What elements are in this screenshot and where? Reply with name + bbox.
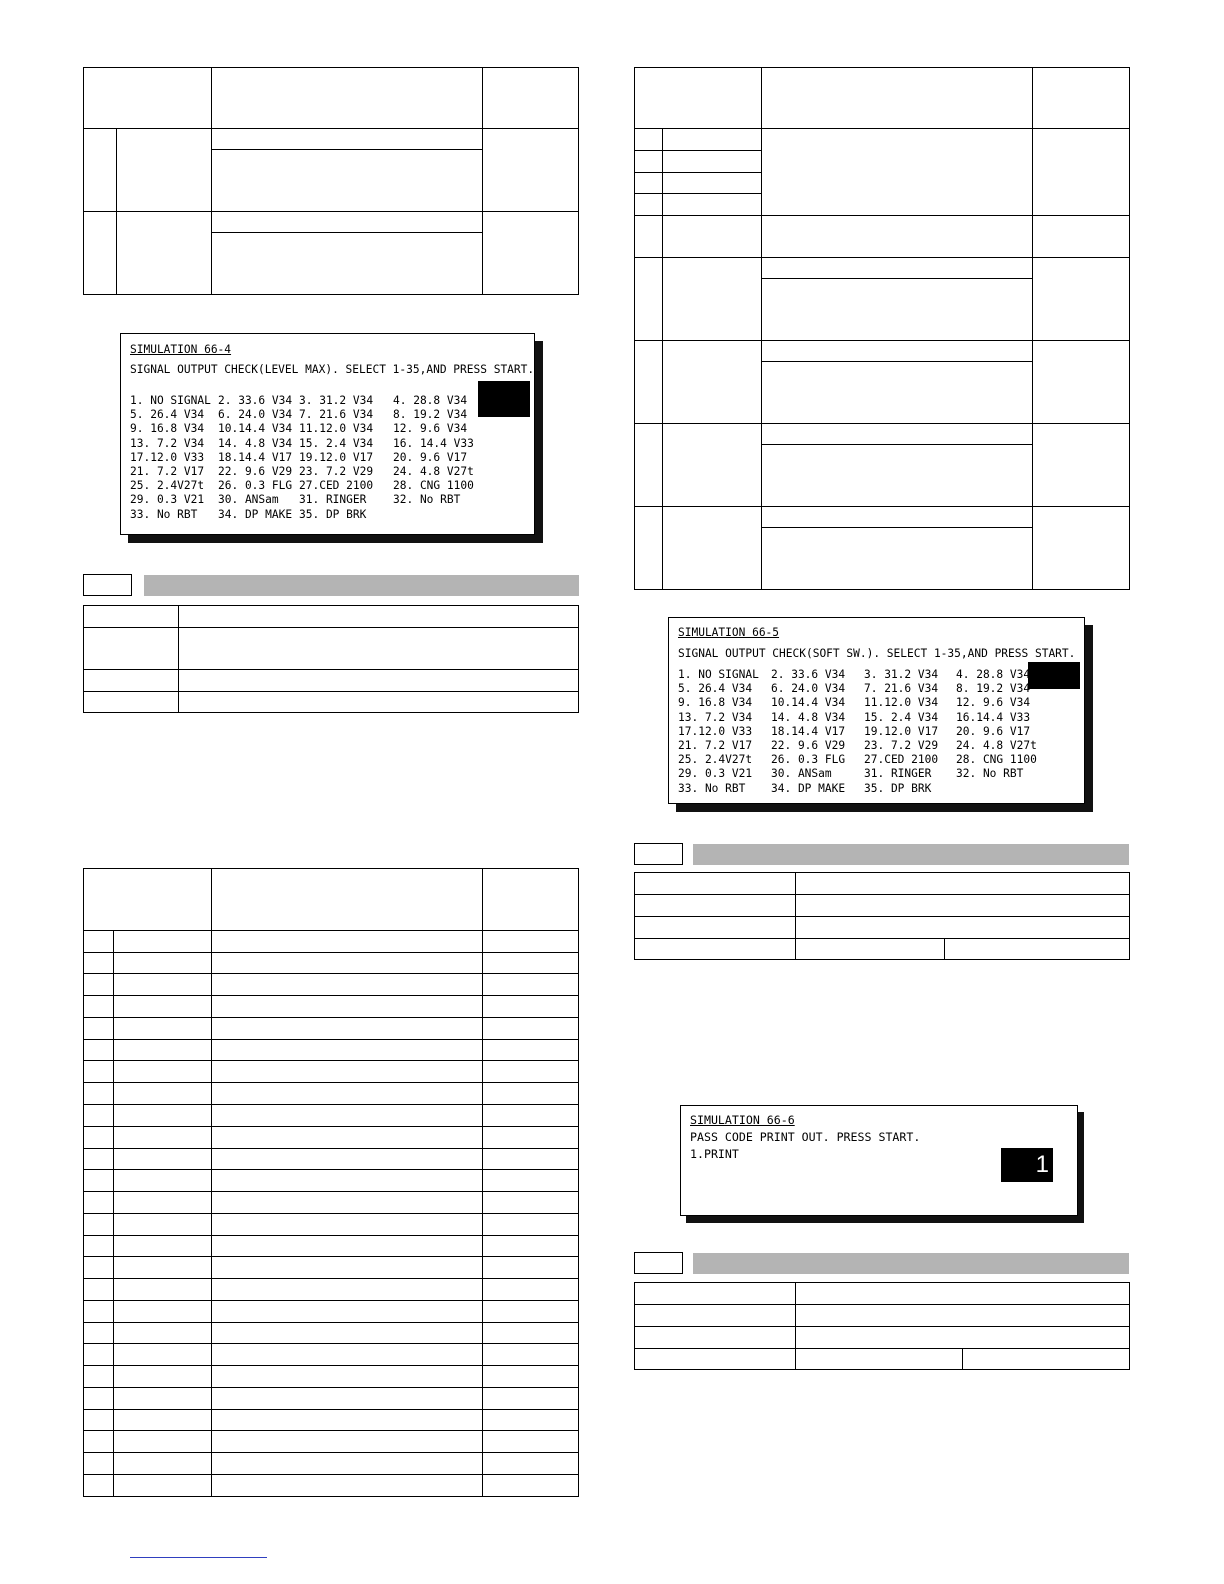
list-item: 18.14.4 V17	[771, 724, 846, 738]
list-item: 17.12.0 V33	[678, 724, 753, 738]
list-item: 29. 0.3 V21	[678, 767, 753, 781]
signal-list	[130, 394, 473, 522]
list-item: 9. 16.8 V34	[130, 422, 205, 436]
print-option: 1.PRINT	[690, 1147, 739, 1161]
list-item: 4. 28.8 V34	[956, 668, 1031, 681]
list-item: 34. DP MAKE	[771, 781, 846, 795]
list-item: 23. 7.2 V29	[299, 465, 374, 479]
simulation-66-6-screen	[680, 1105, 1078, 1216]
section-label	[83, 574, 132, 596]
list-item: 16. 14.4 V33	[393, 436, 474, 450]
list-item: 20. 9.6 V17	[956, 724, 1031, 738]
list-item: 32. No RBT	[393, 493, 461, 507]
list-item: 3. 31.2 V34	[864, 668, 939, 681]
list-item: 21. 7.2 V17	[678, 739, 753, 753]
list-item: 31. RINGER	[299, 493, 367, 507]
list-item: 8. 19.2 V34	[956, 682, 1031, 696]
list-item: 24. 4.8 V27t	[956, 739, 1037, 753]
list-item: 1. NO SIGNAL	[678, 668, 759, 681]
list-item: 21. 7.2 V17	[130, 465, 205, 479]
list-item: 17.12.0 V33	[130, 450, 205, 464]
list-item: 35. DP BRK	[864, 781, 932, 795]
list-item: 20. 9.6 V17	[393, 450, 468, 464]
list-item: 5. 26.4 V34	[130, 408, 205, 422]
footer-link-rule	[130, 1557, 267, 1558]
list-item: 23. 7.2 V29	[864, 739, 939, 753]
list-item: 13. 7.2 V34	[130, 436, 205, 450]
screen-title: SIMULATION 66-6	[690, 1113, 795, 1127]
section-header-bar	[144, 575, 579, 596]
list-item: 11.12.0 V34	[864, 696, 939, 710]
list-item: 12. 9.6 V34	[956, 696, 1031, 710]
screen-message: SIGNAL OUTPUT CHECK(LEVEL MAX). SELECT 1-35,AND PRESS START.	[130, 363, 535, 376]
list-item: 34. DP MAKE	[218, 507, 293, 521]
list-item: 14. 4.8 V34	[771, 710, 846, 724]
list-item: 22. 9.6 V29	[218, 465, 293, 479]
section-header-bar	[693, 844, 1129, 865]
section-header-bar	[693, 1253, 1129, 1274]
screen-message: SIGNAL OUTPUT CHECK(SOFT SW.). SELECT 1-35,AND PRESS START.	[678, 647, 1076, 660]
section-label	[634, 1252, 683, 1274]
list-item: 18.14.4 V17	[218, 450, 293, 464]
list-item: 27.CED 2100	[864, 753, 939, 767]
list-item: 1. NO SIGNAL	[130, 394, 211, 407]
value-text: 1	[1035, 1151, 1049, 1178]
list-item: 3. 31.2 V34	[299, 394, 374, 407]
simulation-66-4-screen	[120, 333, 535, 535]
value-display	[478, 381, 530, 417]
list-item: 16.14.4 V33	[956, 710, 1031, 724]
list-item: 5. 26.4 V34	[678, 682, 753, 696]
list-item: 4. 28.8 V34	[393, 394, 468, 407]
section-label	[634, 843, 683, 865]
list-item: 15. 2.4 V34	[299, 436, 374, 450]
list-item: 28. CNG 1100	[393, 479, 474, 493]
signal-list	[678, 668, 1036, 796]
list-item: 30. ANSam	[218, 493, 279, 507]
list-item: 13. 7.2 V34	[678, 710, 753, 724]
list-item: 27.CED 2100	[299, 479, 374, 493]
list-item: 2. 33.6 V34	[771, 668, 846, 681]
list-item: 8. 19.2 V34	[393, 408, 468, 422]
list-item: 19.12.0 V17	[299, 450, 374, 464]
list-item: 32. No RBT	[956, 767, 1024, 781]
list-item: 10.14.4 V34	[218, 422, 293, 436]
list-item: 29. 0.3 V21	[130, 493, 205, 507]
screen-title: SIMULATION 66-5	[678, 626, 780, 639]
list-item: 25. 2.4V27t	[130, 479, 205, 493]
list-item: 6. 24.0 V34	[771, 682, 846, 696]
list-item: 12. 9.6 V34	[393, 422, 468, 436]
list-item: 26. 0.3 FLG	[218, 479, 293, 493]
list-item: 7. 21.6 V34	[299, 408, 374, 422]
list-item: 11.12.0 V34	[299, 422, 374, 436]
list-item: 33. No RBT	[130, 507, 198, 521]
list-item: 33. No RBT	[678, 781, 746, 795]
list-item: 9. 16.8 V34	[678, 696, 753, 710]
screen-title: SIMULATION 66-4	[130, 343, 232, 356]
value-display	[1001, 1148, 1053, 1182]
list-item: 25. 2.4V27t	[678, 753, 753, 767]
list-item: 30. ANSam	[771, 767, 832, 781]
list-item: 24. 4.8 V27t	[393, 465, 474, 479]
screen-message: PASS CODE PRINT OUT. PRESS START.	[690, 1130, 921, 1144]
list-item: 7. 21.6 V34	[864, 682, 939, 696]
list-item: 19.12.0 V17	[864, 724, 939, 738]
list-item: 6. 24.0 V34	[218, 408, 293, 422]
list-item: 14. 4.8 V34	[218, 436, 293, 450]
list-item: 10.14.4 V34	[771, 696, 846, 710]
list-item: 2. 33.6 V34	[218, 394, 293, 407]
list-item: 26. 0.3 FLG	[771, 753, 846, 767]
list-item: 35. DP BRK	[299, 507, 367, 521]
list-item: 31. RINGER	[864, 767, 932, 781]
list-item: 28. CNG 1100	[956, 753, 1037, 767]
list-item: 15. 2.4 V34	[864, 710, 939, 724]
list-item: 22. 9.6 V29	[771, 739, 846, 753]
simulation-66-5-screen	[668, 617, 1085, 804]
